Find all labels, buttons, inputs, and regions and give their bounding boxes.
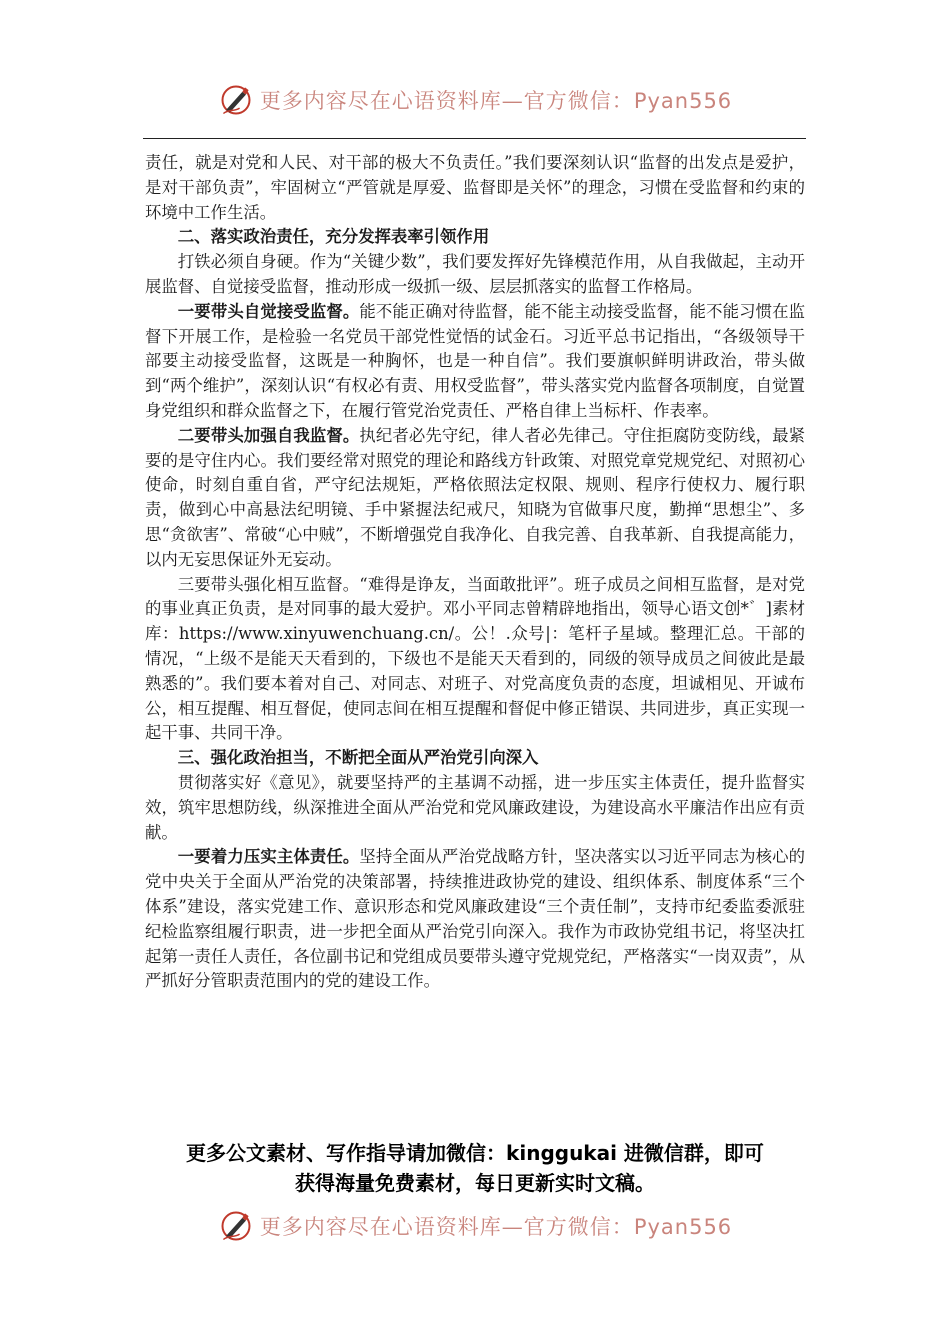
paragraph: 一要带头自觉接受监督。能不能正确对待监督，能不能主动接受监督，能不能习惯在监督下开展工作，是检验一名党员干部党性觉悟的试金石。习近平总书记指出，“各级领导干部要主动接受监督，这既是一种胸怀，也是一种自信”。我们要旗帜鲜明讲政治，带头做到“两个维护”，深刻认识“有权必有责、用权受监督”，带头落实党内监督各项制度，自觉置身党组织和群众监督之下，在履行管党治党责任、严格自律上当标杆、作表率。 [145,301,805,420]
promo-line-1: 更多公文素材、写作指导请加微信：kinggukai 进微信群，即可 [186,1141,764,1165]
document-body [145,151,805,994]
header-banner-text: 更多内容尽在心语资料库—官方微信：Pyan556 [259,89,733,113]
footer-banner [0,1208,950,1244]
paragraph: 贯彻落实好《意见》，就要坚持严的主基调不动摇，进一步压实主体责任，提升监督实效，筑牢思想防线，纵深推进全面从严治党和党风廉政建设，为建设高水平廉洁作出应有贡献。 [145,772,805,842]
header-divider [143,138,806,139]
paragraph: 二要带头加强自我监督。执纪者必先守纪，律人者必先律己。守住拒腐防变防线，最紧要的是守住内心。我们要经常对照党的理论和路线方针政策、对照党章党规党纪、对照初心使命，时刻自重自省，严守纪法规矩，严格依照法定权限、规则、程序行使权力、履行职责，做到心中高悬法纪明镜、手中紧握法纪戒尺，知晓为官做事尺度，勤掸“思想尘”、多思“贪欲害”、常破“心中贼”，不断增强党自我净化、自我完善、自我革新、自我提高能力，以内无妄思保证外无妄动。 [145,425,805,569]
header-banner [0,82,950,118]
pen-circle-logo-icon [218,1208,254,1244]
wechat-id: Pyan556 [633,89,733,113]
section-heading: 二、落实政治责任，充分发挥表率引领作用 [177,227,490,247]
paragraph: 责任，就是对党和人民、对干部的极大不负责任。”我们要深刻认识“监督的出发点是爱护，是对干部负责”，牢固树立“严管就是厚爱、监督即是关怀”的理念，习惯在受监督和约束的环境中工作生活。 [145,153,805,222]
paragraph-lead: 一要着力压实主体责任。 [177,847,360,867]
paragraph: 一要着力压实主体责任。坚持全面从严治党战略方针，坚决落实以习近平同志为核心的党中央关于全面从严治党的决策部署，持续推进政协党的建设、组织体系、制度体系“三个体系”建设，落实党建工作、意识形态和党风廉政建设“三个责任制”，支持市纪委监委派驻纪检监察组履行职责，进一步把全面从严治党引向深入。我作为市政协党组书记，将坚决扛起第一责任人责任，各位副书记和党组成员要带头遵守党规党纪，严格落实“一岗双责”，从严抓好分管职责范围内的党的建设工作。 [145,847,805,991]
pen-circle-logo-icon [218,82,254,118]
paragraph-lead: 一要带头自觉接受监督。 [177,301,360,321]
footer-banner-text: 更多内容尽在心语资料库—官方微信：Pyan556 [259,1215,733,1239]
paragraph-lead: 二要带头加强自我监督。 [177,425,360,445]
section-heading: 三、强化政治担当，不断把全面从严治党引向深入 [177,748,539,768]
paragraph: 打铁必须自身硬。作为“关键少数”，我们要发挥好先锋模范作用，从自我做起，主动开展监督、自觉接受监督，推动形成一级抓一级、层层抓落实的监督工作格局。 [145,252,805,296]
promo-line-2: 获得海量免费素材，每日更新实时文稿。 [295,1171,655,1195]
paragraph: 三要带头强化相互监督。“难得是诤友，当面敢批评”。班子成员之间相互监督，是对党的事业真正负责，是对同事的最大爱护。邓小平同志曾精辟地指出，领导心语文创*゛]素材库：https://www.xinyuwenchuang.cn/。公！.众号|：笔杆子星域。整理汇总。干部的情况，“上级不是能天天看到的，下级也不是能天天看到的，同级的领导成员之间彼此是最熟悉的”。我们要本着对自己、对同志、对班子、对党高度负责的态度，坦诚相见、开诚布公，相互提醒、相互督促，使同志间在相互提醒和督促中修正错误、共同进步，真正实现一起干事、共同干净。 [145,574,805,743]
wechat-id: Pyan556 [633,1215,733,1239]
promo-notice [140,1138,810,1198]
